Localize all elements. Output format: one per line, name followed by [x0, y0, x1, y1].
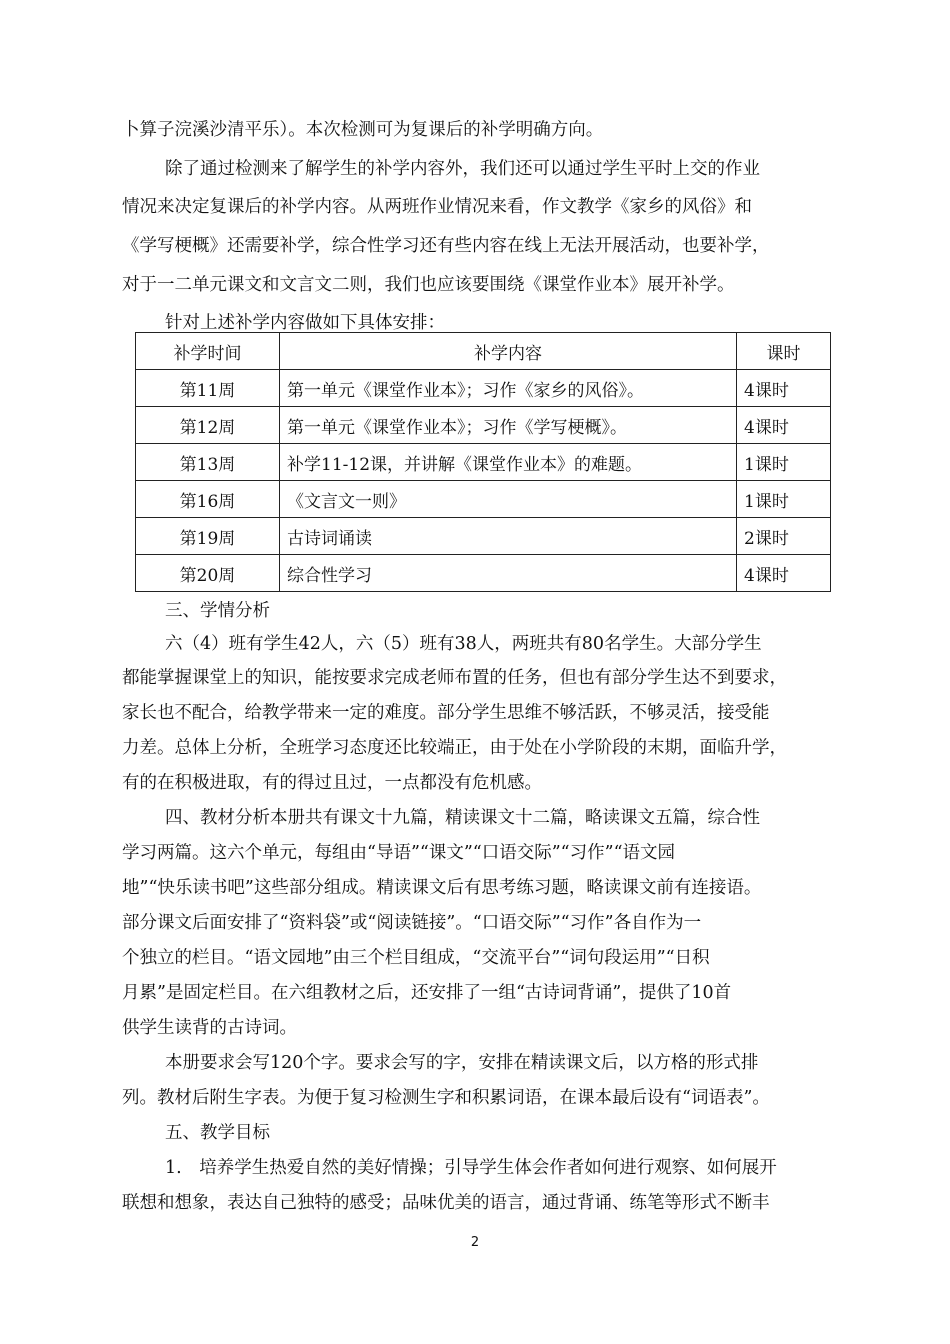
cell-time: 第16周	[136, 481, 280, 518]
table-row	[136, 370, 831, 407]
section-heading: 五、教学目标	[165, 1123, 270, 1143]
text-line: 卜算子浣溪沙清平乐）。本次检测可为复课后的补学明确方向。	[122, 120, 604, 140]
cell-time: 第20周	[136, 555, 280, 592]
text-line: 本册要求会写120个字。要求会写的字，安排在精读课文后，以方格的形式排	[165, 1053, 759, 1073]
text-line: 家长也不配合，给教学带来一定的难度。部分学生思维不够活跃，不够灵活，接受能	[122, 703, 770, 723]
text-line: 力差。总体上分析，全班学习态度还比较端正，由于处在小学阶段的末期，面临升学，	[122, 738, 787, 758]
cell-content: 综合性学习	[280, 555, 737, 592]
text-line: 地”“快乐读书吧”这些部分组成。精读课文后有思考练习题，略读课文前有连接语。	[122, 878, 762, 898]
cell-hours: 4课时	[737, 407, 831, 444]
text-line: 个独立的栏目。“语文园地”由三个栏目组成，“交流平台”“词句段运用”“日积	[122, 948, 710, 968]
text-line: 学习两篇。这六个单元，每组由“导语”“课文”“口语交际”“习作”“语文园	[122, 843, 676, 863]
text-line: 1. 培养学生热爱自然的美好情操；引导学生体会作者如何进行观察、如何展开	[165, 1158, 777, 1178]
text-line: 列。教材后附生字表。为便于复习检测生字和积累词语，在课本最后设有“词语表”。	[122, 1088, 770, 1108]
table-header-row	[136, 333, 831, 370]
cell-content: 补学11-12课，并讲解《课堂作业本》的难题。	[280, 444, 737, 481]
cell-hours: 4课时	[737, 370, 831, 407]
cell-time: 第12周	[136, 407, 280, 444]
text-line: 对于一二单元课文和文言文二则，我们也应该要围绕《课堂作业本》展开补学。	[122, 275, 735, 295]
text-line: 情况来决定复课后的补学内容。从两班作业情况来看，作文教学《家乡的风俗》和	[122, 197, 752, 217]
schedule-table	[135, 332, 831, 592]
header-hours: 课时	[737, 333, 831, 370]
text-line: 联想和想象，表达自己独特的感受；品味优美的语言，通过背诵、练笔等形式不断丰	[122, 1193, 770, 1213]
cell-content: 第一单元《课堂作业本》；习作《学写梗概》。	[280, 407, 737, 444]
header-time: 补学时间	[136, 333, 280, 370]
table-row	[136, 518, 831, 555]
table-intro: 针对上述补学内容做如下具体安排：	[165, 313, 445, 333]
text-line: 供学生读背的古诗词。	[122, 1018, 297, 1038]
text-line: 都能掌握课堂上的知识，能按要求完成老师布置的任务，但也有部分学生达不到要求，	[122, 668, 787, 688]
cell-hours: 1课时	[737, 444, 831, 481]
cell-hours: 1课时	[737, 481, 831, 518]
cell-time: 第11周	[136, 370, 280, 407]
table-row	[136, 407, 831, 444]
cell-hours: 4课时	[737, 555, 831, 592]
header-content: 补学内容	[280, 333, 737, 370]
page-number: 2	[470, 1235, 480, 1250]
text-line: 六（4）班有学生42人，六（5）班有38人，两班共有80名学生。大部分学生	[165, 634, 762, 654]
section-heading: 三、学情分析	[165, 601, 270, 621]
cell-content: 《文言文一则》	[280, 481, 737, 518]
cell-content: 第一单元《课堂作业本》；习作《家乡的风俗》。	[280, 370, 737, 407]
text-line: 部分课文后面安排了“资料袋”或“阅读链接”。“口语交际”“习作”各自作为一	[122, 913, 702, 933]
text-line: 月累”是固定栏目。在六组教材之后，还安排了一组“古诗词背诵”，提供了10首	[122, 983, 732, 1003]
table-row	[136, 481, 831, 518]
text-line: 除了通过检测来了解学生的补学内容外，我们还可以通过学生平时上交的作业	[165, 159, 760, 179]
text-line: 有的在积极进取，有的得过且过，一点都没有危机感。	[122, 773, 542, 793]
table-row	[136, 444, 831, 481]
table-row	[136, 555, 831, 592]
cell-hours: 2课时	[737, 518, 831, 555]
cell-time: 第19周	[136, 518, 280, 555]
text-line: 《学写梗概》还需要补学，综合性学习还有些内容在线上无法开展活动，也要补学，	[122, 236, 770, 256]
text-line: 四、教材分析本册共有课文十九篇，精读课文十二篇，略读课文五篇，综合性	[165, 808, 760, 828]
cell-content: 古诗词诵读	[280, 518, 737, 555]
cell-time: 第13周	[136, 444, 280, 481]
